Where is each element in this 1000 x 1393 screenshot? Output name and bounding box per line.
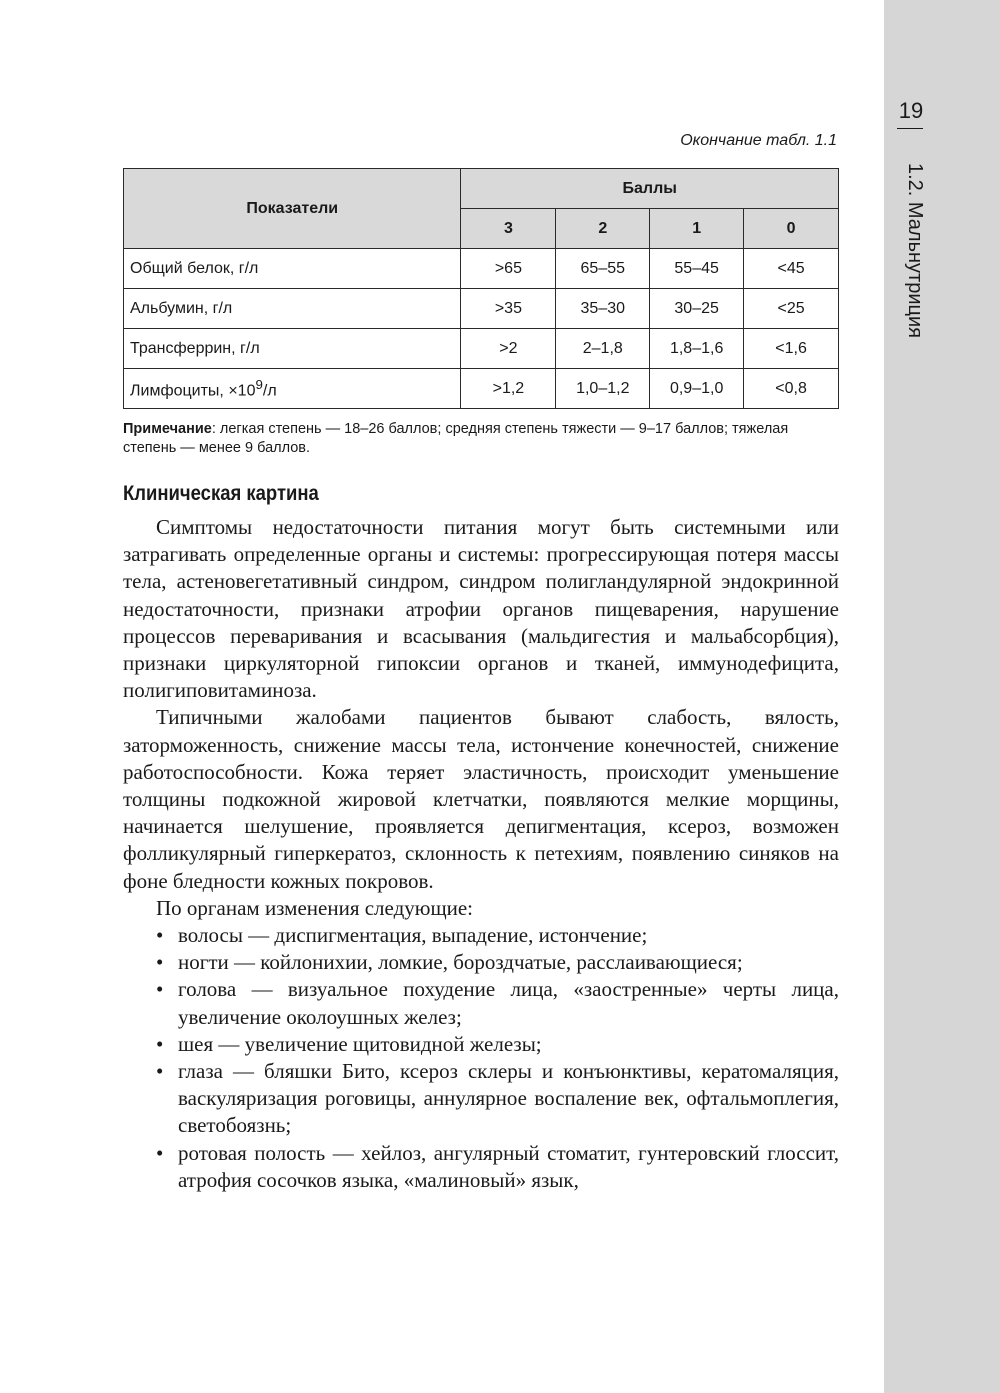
value-cell: >65: [461, 249, 556, 289]
section-heading: Клиническая картина: [123, 482, 319, 505]
value-cell: <1,6: [744, 329, 839, 369]
value-cell: <45: [744, 249, 839, 289]
value-cell: 2–1,8: [556, 329, 650, 369]
indicator-exponent: 9: [255, 376, 263, 392]
value-cell: >35: [461, 289, 556, 329]
value-cell: 65–55: [556, 249, 650, 289]
indicator-suffix: /л: [262, 382, 277, 400]
list-item: [123, 949, 839, 976]
header-indicators: Показатели: [124, 169, 461, 249]
side-tab: [884, 0, 1000, 1393]
table-row: [124, 329, 839, 369]
table-caption: Окончание табл. 1.1: [680, 132, 837, 149]
list-item-text: ногти — койлонихии, ломкие, бороздчатые, расслаивающиеся;: [178, 950, 743, 975]
table-row: [124, 249, 839, 289]
indicator-cell: [124, 369, 461, 409]
indicator-cell: Трансферрин, г/л: [124, 329, 461, 369]
body-text: [123, 514, 839, 1194]
score-column-header: 1: [650, 209, 744, 249]
value-cell: 1,8–1,6: [650, 329, 744, 369]
list-item: [123, 976, 839, 1030]
value-cell: 1,0–1,2: [556, 369, 650, 409]
scores-table: [123, 168, 839, 409]
paragraph: По органам изменения следующие:: [156, 895, 474, 920]
table-note: [123, 420, 843, 458]
table-row: [124, 369, 839, 409]
bullet-marker: •: [156, 950, 164, 975]
note-text: : легкая степень — 18–26 баллов; средняя степень тяжести — 9–17 баллов; тяжелая степень — менее 9 баллов.: [123, 421, 789, 456]
list-item-text: голова — визуальное похудение лица, «заостренные» черты лица, увеличение околоушных желез;: [178, 977, 839, 1029]
bullet-marker: •: [156, 923, 164, 948]
score-column-header: 0: [744, 209, 839, 249]
value-cell: 35–30: [556, 289, 650, 329]
list-item-text: ротовая полость — хейлоз, ангулярный стоматит, гунтеровский глоссит, атрофия сосочков языка, «малиновый» язык,: [178, 1140, 839, 1192]
list-item-text: шея — увеличение щитовидной железы;: [178, 1031, 542, 1056]
list-item: [123, 1140, 839, 1194]
header-scores: Баллы: [461, 169, 839, 209]
indicator-prefix: Лимфоциты, ×10: [130, 382, 256, 400]
list-item: [123, 922, 839, 949]
table-row: [124, 289, 839, 329]
value-cell: 0,9–1,0: [650, 369, 744, 409]
page-number-rule: [897, 128, 923, 129]
paragraph: Симптомы недостаточности питания могут быть системными или затрагивать определенные органы и системы: прогрессирующая потеря массы тела, астеновегетативный синдром, синдром полигландулярной эндокринной недостаточности, признаки атрофии органов пищеварения, нарушение процессов переваривания и всасывания (мальдигестия и мальабсорбция), признаки циркуляторной гипоксии органов и тканей, иммунодефицита, полигиповитаминоза.: [123, 515, 839, 703]
bullet-marker: •: [156, 1140, 164, 1165]
table-header-row: [124, 169, 839, 209]
score-column-header: 2: [556, 209, 650, 249]
bullet-marker: •: [156, 977, 164, 1002]
organ-changes-list: [123, 922, 839, 1194]
value-cell: >1,2: [461, 369, 556, 409]
list-item: [123, 1058, 839, 1140]
value-cell: <0,8: [744, 369, 839, 409]
bullet-marker: •: [156, 1031, 164, 1056]
indicator-cell: Альбумин, г/л: [124, 289, 461, 329]
value-cell: 30–25: [650, 289, 744, 329]
page-number: 19: [898, 98, 924, 123]
value-cell: 55–45: [650, 249, 744, 289]
value-cell: <25: [744, 289, 839, 329]
list-item: [123, 1031, 839, 1058]
note-label: Примечание: [123, 421, 212, 437]
bullet-marker: •: [156, 1059, 164, 1084]
list-item-text: глаза — бляшки Бито, ксероз склеры и конъюнктивы, кератомаляция, васкуляризация роговицы, аннулярное воспаление век, офтальмоплегия, светобоязнь;: [178, 1059, 839, 1138]
list-item-text: волосы — диспигментация, выпадение, истончение;: [178, 923, 648, 948]
score-column-header: 3: [461, 209, 556, 249]
value-cell: >2: [461, 329, 556, 369]
indicator-cell: Общий белок, г/л: [124, 249, 461, 289]
running-section-title: 1.2. Мальнутриция: [904, 163, 926, 338]
paragraph: Типичными жалобами пациентов бывают слабость, вялость, заторможенность, снижение массы тела, истончение конечностей, снижение работоспособности. Кожа теряет эластичность, происходит уменьшение толщины подкожной жировой клетчатки, появляются мелкие морщины, начинается шелушение, проявляется депигментация, ксероз, возможен фолликулярный гиперкератоз, склонность к петехиям, появлению синяков на фоне бледности кожных покровов.: [123, 705, 839, 893]
